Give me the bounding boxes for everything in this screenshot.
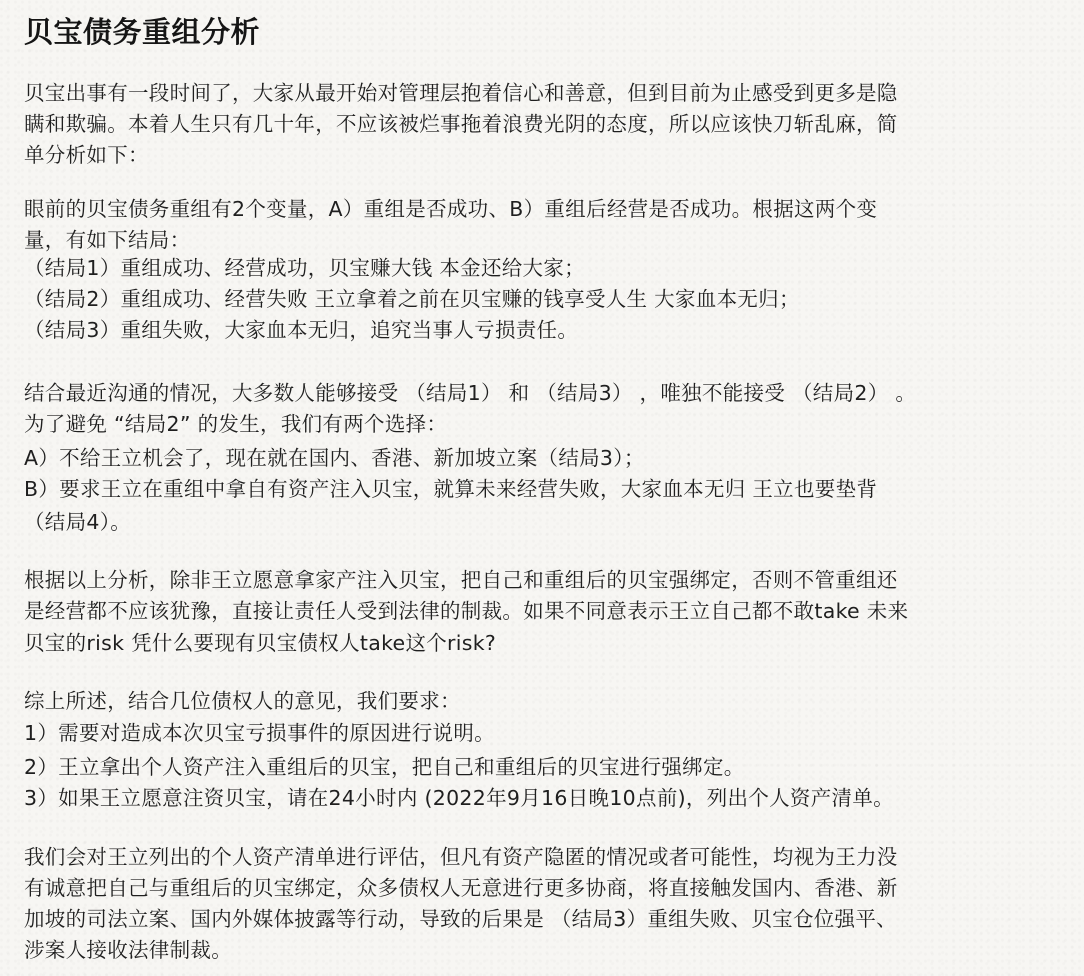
requirement-1: 1）需要对造成本次贝宝亏损事件的原因进行说明。 (24, 721, 495, 745)
paragraph-6-line-2: 有诚意把自己与重组后的贝宝绑定，众多债权人无意进行更多协商，将直接触发国内、香港、新 (24, 876, 898, 900)
paragraph-6-line-4: 涉案人接收法律制裁。 (24, 938, 232, 962)
paragraph-5-line-1: 综上所述，结合几位债权人的意见，我们要求： (24, 689, 461, 713)
outcome-2: （结局2）重组成功、经营失败 王立拿着之前在贝宝赚的钱享受人生 大家血本无归； (24, 287, 800, 311)
requirement-2: 2）王立拿出个人资产注入重组后的贝宝，把自己和重组后的贝宝进行强绑定。 (24, 755, 745, 779)
paragraph-2-line-1: 眼前的贝宝债务重组有2个变量，A）重组是否成功、B）重组后经营是否成功。根据这两个变 (24, 197, 878, 221)
paragraph-4-line-3: 贝宝的risk 凭什么要现有贝宝债权人take这个risk? (24, 631, 497, 655)
paragraph-6-line-1: 我们会对王立列出的个人资产清单进行评估，但凡有资产隐匿的情况或者可能性，均视为王力没 (24, 845, 898, 869)
paragraph-2-line-2: 量，有如下结局： (24, 228, 191, 252)
requirement-3: 3）如果王立愿意注资贝宝，请在24小时内 (2022年9月16日晚10点前)，列出个人资产清单。 (24, 786, 894, 810)
paragraph-6-line-3: 加坡的司法立案、国内外媒体披露等行动，导致的后果是 （结局3）重组失败、贝宝仓位强平、 (24, 907, 897, 931)
paragraph-4-line-2: 是经营都不应该犹豫，直接让责任人受到法律的制裁。如果不同意表示王立自己都不敢take 未来 (24, 599, 909, 623)
paragraph-1-line-2: 瞒和欺骗。本着人生只有几十年，不应该被烂事拖着浪费光阴的态度，所以应该快刀斩乱麻，简 (24, 112, 898, 136)
option-a: A）不给王立机会了，现在就在国内、香港、新加坡立案（结局3）； (24, 446, 645, 470)
option-b-continued: （结局4）。 (24, 510, 132, 534)
outcome-3: （结局3）重组失败，大家血本无归，追究当事人亏损责任。 (24, 318, 579, 342)
outcome-1: （结局1）重组成功、经营成功，贝宝赚大钱 本金还给大家； (24, 256, 585, 280)
document-title: 贝宝债务重组分析 (24, 15, 261, 49)
paragraph-1-line-1: 贝宝出事有一段时间了，大家从最开始对管理层抱着信心和善意，但到目前为止感受到更多是隐 (24, 81, 898, 105)
paragraph-3-line-2: 为了避免 “结局2” 的发生，我们有两个选择： (24, 412, 448, 436)
paragraph-3-line-1: 结合最近沟通的情况，大多数人能够接受 （结局1） 和 （结局3） ，唯独不能接受 （结局2） 。 (24, 381, 917, 405)
paragraph-4-line-1: 根据以上分析，除非王立愿意拿家产注入贝宝，把自己和重组后的贝宝强绑定，否则不管重组还 (24, 568, 898, 592)
paragraph-1-line-3: 单分析如下： (24, 143, 149, 167)
option-b: B）要求王立在重组中拿自有资产注入贝宝，就算未来经营失败，大家血本无归 王立也要垫背 (24, 477, 878, 501)
